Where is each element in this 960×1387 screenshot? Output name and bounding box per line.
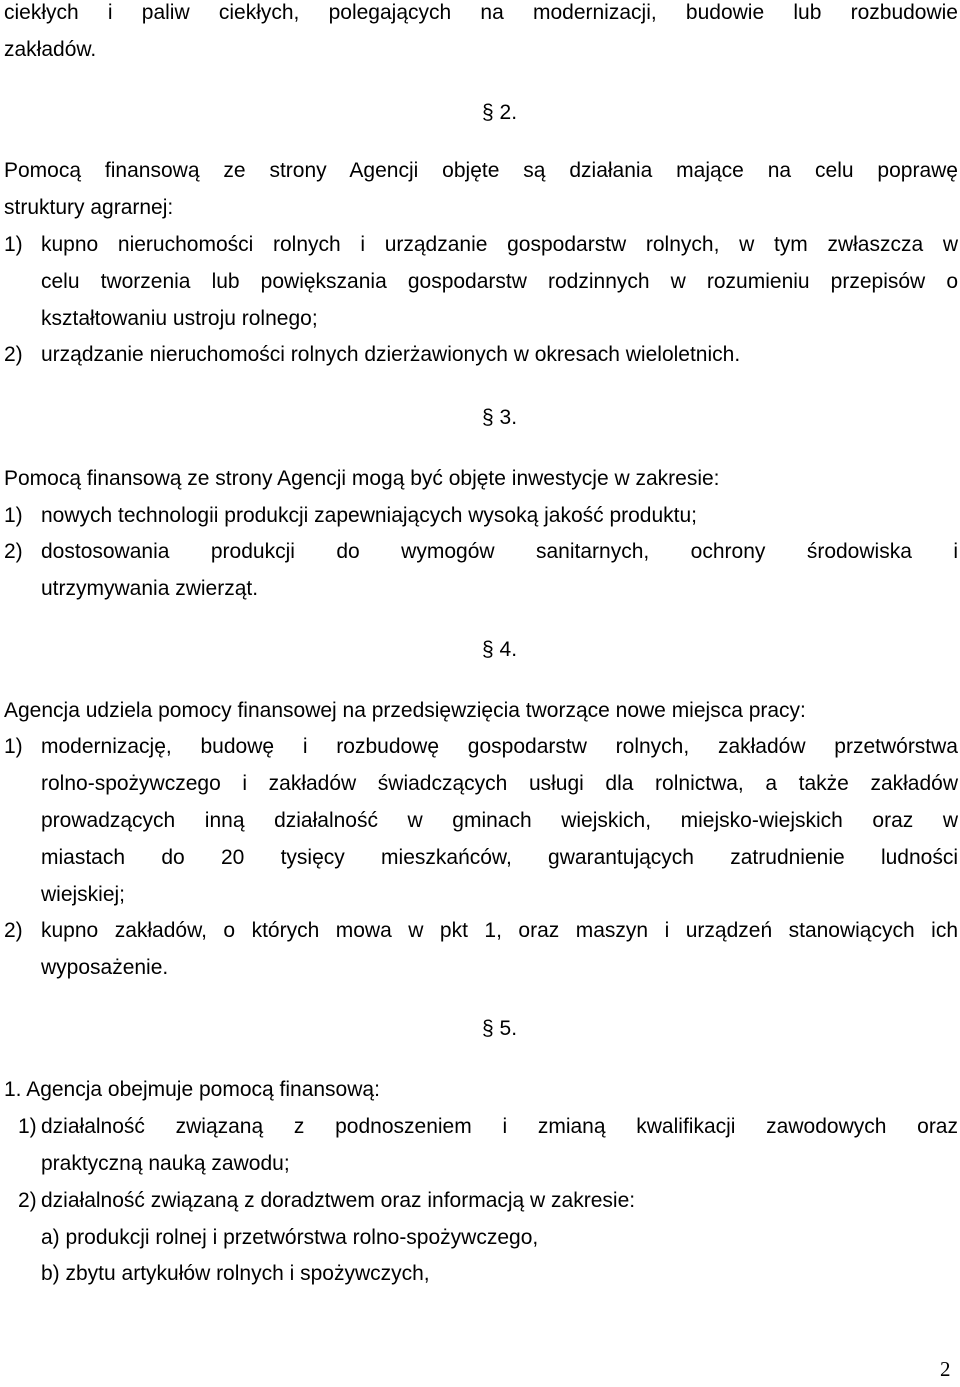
list-item-line: wyposażenie. [41, 956, 169, 979]
list-item-line: prowadzących inną działalność w gminach wiejskich, miejsko-wiejskich oraz w [41, 809, 958, 832]
paragraph-line: zakładów. [4, 38, 97, 61]
list-number: 2) [4, 343, 23, 366]
paragraph-line: Pomocą finansową ze strony Agencji mogą być objęte inwestycje w zakresie: [4, 467, 720, 490]
list-item-line: kształtowaniu ustroju rolnego; [41, 307, 318, 330]
paragraph-line: ciekłych i paliw ciekłych, polegających na modernizacji, budowie lub rozbudowie [4, 1, 958, 24]
paragraph-line: Agencja udziela pomocy finansowej na przedsięwzięcia tworzące nowe miejsca pracy: [4, 699, 806, 722]
section-heading: § 4. [482, 638, 518, 661]
list-number: 2) [4, 919, 23, 942]
list-item-line: działalność związaną z podnoszeniem i zmianą kwalifikacji zawodowych oraz [41, 1115, 958, 1138]
section-heading: § 3. [482, 406, 518, 429]
list-item-line: kupno zakładów, o których mowa w pkt 1, oraz maszyn i urządzeń stanowiących ich [41, 919, 958, 942]
list-number: 2) [4, 540, 23, 563]
page-number: 2 [940, 1357, 951, 1381]
list-item-line: a) produkcji rolnej i przetwórstwa rolno-spożywczego, [41, 1226, 539, 1249]
list-item-line: celu tworzenia lub powiększania gospodarstw rodzinnych w rozumieniu przepisów o [41, 270, 958, 293]
list-number: 1) [18, 1115, 37, 1138]
list-number: 1) [4, 504, 23, 527]
list-item-line: b) zbytu artykułów rolnych i spożywczych, [41, 1262, 430, 1285]
list-number: 2) [18, 1189, 37, 1212]
list-item-line: dostosowania produkcji do wymogów sanitarnych, ochrony środowiska i [41, 540, 958, 563]
list-item-line: modernizację, budowę i rozbudowę gospodarstw rolnych, zakładów przetwórstwa [41, 735, 958, 758]
paragraph-line: Pomocą finansową ze strony Agencji objęte są działania mające na celu poprawę [4, 159, 958, 182]
paragraph-line: struktury agrarnej: [4, 196, 174, 219]
list-item-line: kupno nieruchomości rolnych i urządzanie gospodarstw rolnych, w tym zwłaszcza w [41, 233, 958, 256]
list-number: 1) [4, 233, 23, 256]
list-item-line: nowych technologii produkcji zapewniających wysoką jakość produktu; [41, 504, 698, 527]
list-item-line: rolno-spożywczego i zakładów świadczących usługi dla rolnictwa, a także zakładów [41, 772, 958, 795]
list-number: 1) [4, 735, 23, 758]
section-heading: § 5. [482, 1017, 518, 1040]
section-heading: § 2. [482, 101, 518, 124]
list-item-line: praktyczną nauką zawodu; [41, 1152, 290, 1175]
list-item-line: utrzymywania zwierząt. [41, 577, 259, 600]
list-item-line: urządzanie nieruchomości rolnych dzierżawionych w okresach wieloletnich. [41, 343, 741, 366]
list-item-line: miastach do 20 tysięcy mieszkańców, gwarantujących zatrudnienie ludności [41, 846, 958, 869]
list-item-line: wiejskiej; [41, 883, 126, 906]
list-item-line: działalność związaną z doradztwem oraz informacją w zakresie: [41, 1189, 636, 1212]
paragraph-line: 1. Agencja obejmuje pomocą finansową: [4, 1078, 380, 1101]
